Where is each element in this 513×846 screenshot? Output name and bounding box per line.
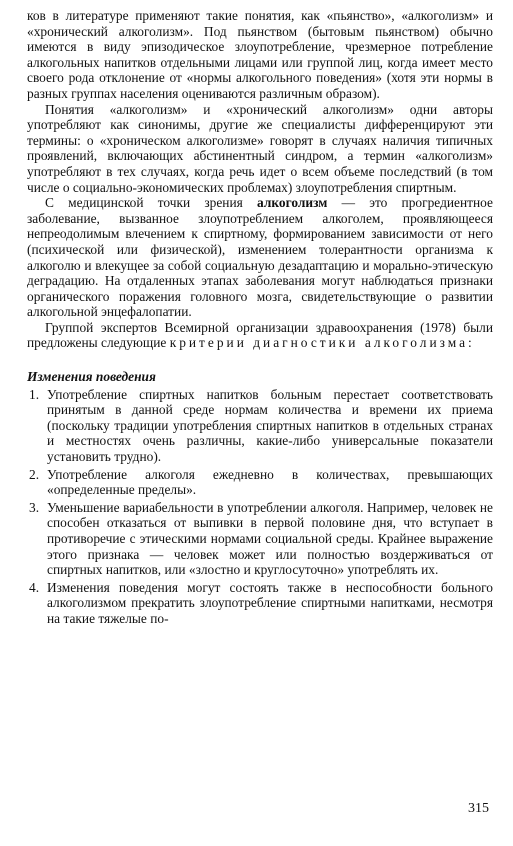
paragraph-3 — [27, 195, 493, 320]
list-item-number: 1. — [29, 386, 40, 402]
list-item-number: 4. — [29, 579, 40, 595]
list-item-number: 2. — [29, 466, 40, 482]
list-item-text: Изменения поведения могут состоять также в неспособности больного алкоголизмом прекратить злоупотребление спиртными напитками, несмотря на такие тяжелые по- — [47, 579, 493, 626]
paragraph-2: Понятия «алкоголизм» и «хронический алкоголизм» одни авторы употребляют как синонимы, другие же специалисты дифференцируют эти термины: о «хроническом алкоголизме» говорят в случаях наличия типичных проявлений, включающих абстинентный синдром, а термин «алкоголизм» употребляют в тех случаях, когда речь идет о всем объеме последствий (в том числе о социально-экономических проблемах) злоупотребления спиртным. — [27, 101, 493, 195]
list-item — [27, 467, 493, 498]
page-number: 315 — [468, 801, 489, 816]
list-item-text: Употребление спиртных напитков больным перестает соответствовать принятым в данной среде нормам количества и времени их приема (поскольку традиции употребления спиртных напитков в отдельных странах и местностях очень различны, какие-либо универсальные показатели установить трудно). — [47, 386, 493, 465]
subheading-behavior-changes: Изменения поведения — [27, 369, 156, 385]
list-item — [27, 580, 493, 627]
criteria-spaced-text: критерии диагностики алкоголизма: — [169, 335, 475, 351]
list-item-text: Уменьшение вариабельности в употреблении алкоголя. Например, человек не способен отказаться от выпивки в первой половине дня, что вступает в противоречие с этическими нормами социальной среды. Крайнее выражение этого признака — человек может или полностью воздерживаться от спиртных напитков, или «злостно и круглосуточно» употреблять их. — [47, 499, 493, 578]
list-item — [27, 500, 493, 578]
paragraph-4-start: Группой экспертов Всемирной организации здравоохранения (1978) были предложены следующие — [27, 319, 493, 351]
criteria-list — [27, 387, 493, 627]
list-item-text: Употребление алкоголя ежедневно в количествах, превышающих «определенные пределы». — [47, 466, 493, 498]
paragraph-3-rest: — это прогредиентное заболевание, вызванное злоупотреблением алкоголем, проявляющееся непреодолимым влечением к спиртному, формированием зависимости от него (психической или физической), изменением толерантности организма к алкоголю и влекущее за собой социальную дезадаптацию и морально-этическую деградацию. На отдаленных этапах заболевания могут наблюдаться признаки органического поражения головного мозга, свидетельствующие о развитии алкогольной энцефалопатии. — [27, 195, 493, 320]
list-item-number: 3. — [29, 499, 40, 515]
paragraph-4 — [27, 320, 493, 351]
paragraph-3-start: С медицинской точки зрения — [45, 195, 258, 211]
term-alcoholism: алкоголизм — [257, 195, 328, 211]
paragraph-1: ков в литературе применяют такие понятия, как «пьянство», «алкоголизм» и «хронический алкоголизм». Под пьянством (бытовым пьянством) обычно имеются в виду эпизодическое злоупотребление, чрезмерное потребление алкогольных напитков отдельными лицами или группой лиц, когда имеет место своего рода отклонение от «нормы алкогольного поведения» (хотя эти нормы в разных группах населения оцениваются различным образом). — [27, 8, 493, 101]
list-item — [27, 387, 493, 465]
